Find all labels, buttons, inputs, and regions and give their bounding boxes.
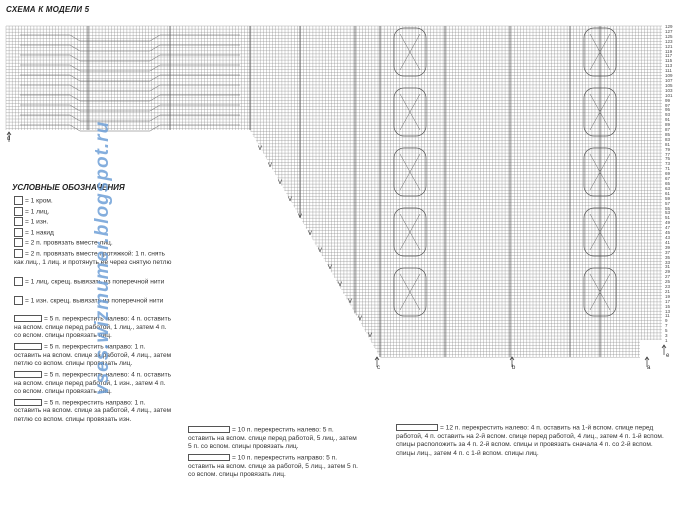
row-number: 9 — [665, 318, 668, 324]
legend-text: = 1 лиц. — [25, 207, 50, 215]
cable-12-icon — [396, 424, 438, 431]
m1-knit-icon — [14, 277, 23, 286]
row-number: 107 — [665, 77, 673, 83]
edge-stitch-icon — [14, 196, 23, 205]
row-number: 113 — [665, 63, 673, 69]
increase-mark: V — [258, 146, 263, 152]
row-number: 125 — [665, 33, 673, 39]
yarn-over-icon — [14, 228, 23, 237]
row-number: 103 — [665, 87, 673, 93]
legend-item — [14, 399, 174, 425]
ssk-icon — [14, 249, 23, 258]
row-number: 11 — [665, 313, 670, 319]
legend-text: = 5 п. перекрестить направо: 1 п. оставить на вспом. спице за работой, 4 лиц., затем петлю со вспом. спицы провязать лиц. — [14, 343, 172, 368]
increase-mark: V — [368, 333, 373, 339]
row-number: 121 — [665, 43, 673, 49]
legend-text: = 12 п. перекрестить налево: 4 п. оставить на 1-й вспом. спице перед работой, 4 п. оставить на 2-й вспом. спице перед работой, 4 лиц., затем 4 п. 1-й вспом. спицы расположить за 4 п. 2-й вспом. спицы и провязать сначала 4 п. со 2-й вспом. спицы лиц., затем 4 п. с 1-й вспом. спицы лиц. — [396, 424, 664, 457]
legend-text: = 5 п. перекрестить налево: 4 п. оставить на вспом. спице перед работой, 1 изн., затем 4 п. со вспом. спицы провязать лиц. — [14, 371, 172, 396]
increase-mark: V — [278, 180, 283, 186]
row-number: 5 — [665, 328, 668, 334]
knit-icon — [14, 207, 23, 216]
marker-b: b — [512, 365, 516, 371]
increase-mark: V — [348, 299, 353, 305]
row-number: 101 — [665, 92, 673, 98]
row-number: 89 — [665, 122, 671, 128]
row-number: 7 — [665, 323, 668, 329]
legend-text: = 10 п. перекрестить налево: 5 п. оставить на вспом. спице перед работой, 5 лиц., затем 5 п. со вспом. спицы провязать лиц. — [188, 426, 357, 451]
cable-cross — [400, 34, 420, 70]
marker-c: c — [377, 365, 380, 371]
diagram-title: СХЕМА К МОДЕЛИ 5 — [6, 5, 90, 14]
row-number: 119 — [665, 48, 673, 54]
row-number: 15 — [665, 303, 671, 309]
row-number: 19 — [665, 293, 671, 299]
row-number: 61 — [665, 190, 671, 196]
row-number: 127 — [665, 28, 673, 34]
row-number: 31 — [665, 264, 671, 270]
row-number: 13 — [665, 308, 671, 314]
increase-mark: V — [288, 197, 293, 203]
cable-cross — [400, 274, 420, 310]
row-number: 69 — [665, 171, 671, 177]
row-number: 109 — [665, 73, 673, 79]
row-number: 83 — [665, 136, 671, 142]
m1-purl-icon — [14, 296, 23, 305]
k2tog-icon — [14, 238, 23, 247]
row-number: 95 — [665, 107, 671, 113]
row-number: 35 — [665, 254, 671, 260]
legend-text: = 1 кром. — [25, 197, 53, 205]
increase-mark: V — [268, 163, 273, 169]
marker-d: d — [7, 136, 11, 142]
row-number: 41 — [665, 239, 671, 245]
increase-mark: V — [298, 214, 303, 220]
row-number: 17 — [665, 298, 671, 304]
row-number: 45 — [665, 230, 671, 236]
cable-5-left-b-icon — [14, 371, 42, 378]
legend-text: = 1 лиц. скрещ. вывязать из поперечной нити — [25, 278, 165, 286]
row-number: 115 — [665, 58, 673, 64]
row-number: 23 — [665, 284, 671, 290]
marker-e: e — [666, 353, 670, 359]
cable-5-right-a-icon — [14, 343, 42, 350]
row-numbers — [665, 25, 673, 344]
row-number: 63 — [665, 185, 671, 191]
row-number: 93 — [665, 112, 671, 118]
row-number: 21 — [665, 288, 671, 294]
purl-icon — [14, 217, 23, 226]
row-number: 67 — [665, 176, 671, 182]
increase-mark: V — [308, 231, 313, 237]
row-number: 49 — [665, 220, 671, 226]
cable-5-right-b-icon — [14, 399, 42, 406]
row-number: 25 — [665, 279, 671, 285]
legend-item — [188, 426, 358, 452]
increase-mark: V — [318, 248, 323, 254]
row-number: 71 — [665, 166, 671, 172]
row-number: 79 — [665, 146, 671, 152]
cable-5-left-a-icon — [14, 315, 42, 322]
cable-10-right-icon — [188, 454, 230, 461]
row-number: 43 — [665, 234, 671, 240]
row-number: 117 — [665, 53, 673, 59]
row-number: 91 — [665, 117, 671, 123]
cable-cross — [400, 94, 420, 130]
increase-mark: V — [328, 265, 333, 271]
row-number: 55 — [665, 205, 671, 211]
legend-text: = 1 изн. — [25, 218, 49, 226]
marker-a: a — [647, 365, 651, 371]
row-number: 99 — [665, 97, 671, 103]
increase-mark: V — [358, 316, 363, 322]
cable-cross — [400, 214, 420, 250]
row-number: 129 — [665, 24, 673, 29]
legend-heading: УСЛОВНЫЕ ОБОЗНАЧЕНИЯ — [12, 183, 125, 192]
legend-text: = 10 п. перекрестить направо: 5 п. оставить на вспом. спице за работой, 5 лиц., затем 5 п. со вспом. спицы провязать лиц. — [188, 454, 358, 479]
row-number: 87 — [665, 127, 671, 133]
row-number: 29 — [665, 269, 671, 275]
legend-text: = 5 п. перекрестить направо: 1 п. оставить на вспом. спице за работой, 4 лиц., затем петлю со вспом. спицы провязать изн. — [14, 398, 172, 423]
row-number: 1 — [665, 338, 668, 343]
row-number: 53 — [665, 210, 671, 216]
row-number: 59 — [665, 195, 671, 201]
row-number: 47 — [665, 225, 671, 231]
row-number: 37 — [665, 249, 671, 255]
legend-text: = 2 п. провязать вместе протяжкой: 1 п. снять как лиц., 1 лиц. и протянуть её через снятую петлю — [14, 250, 172, 266]
row-number: 51 — [665, 215, 671, 221]
increase-mark: V — [338, 282, 343, 288]
watermark-text: vses.wizmumer.blogspot.ru — [92, 120, 113, 395]
legend-text: = 1 изн. скрещ. вывязать из поперечной нити — [25, 297, 164, 305]
row-number: 75 — [665, 156, 671, 162]
row-number: 57 — [665, 200, 671, 206]
row-number: 73 — [665, 161, 671, 167]
row-number: 65 — [665, 181, 671, 186]
legend-item — [188, 454, 358, 480]
row-number: 33 — [665, 259, 671, 265]
row-number: 97 — [665, 102, 671, 108]
row-number: 85 — [665, 131, 671, 137]
legend-text: = 2 п. провязать вместе лиц. — [25, 239, 113, 247]
cable-10-left-icon — [188, 426, 230, 433]
row-number: 3 — [665, 333, 668, 339]
row-number: 27 — [665, 274, 671, 280]
legend-item — [396, 424, 666, 458]
row-number: 111 — [665, 68, 672, 74]
legend-text: = 1 накид — [25, 229, 54, 237]
row-number: 123 — [665, 38, 673, 44]
row-number: 77 — [665, 151, 671, 157]
row-number: 81 — [665, 141, 671, 147]
row-number: 105 — [665, 82, 673, 88]
row-number: 39 — [665, 244, 671, 250]
legend-text: = 5 п. перекрестить налево: 4 п. оставить на вспом. спице перед работой, 1 лиц., затем 4 п. со вспом. спицы провязать лиц. — [14, 315, 172, 340]
